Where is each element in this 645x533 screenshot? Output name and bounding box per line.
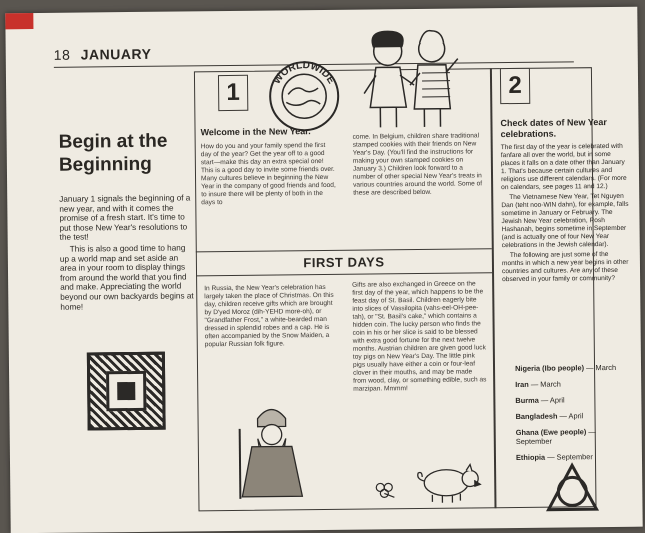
interlaced-triangle-icon [542,459,603,520]
pig-icon [410,460,490,505]
children-illustration-icon [355,25,464,136]
list-item: Bangladesh — April [515,411,584,422]
greece-austria-text: Gifts are also exchanged in Greece on the first day of the year, which happens to be the feast day of St. Basil. Children eagerly bite into slices of Vassilopita (vahs-eel-OH-pee-tah), or "St. Basil's cake," which contains a hidden coin. The lucky person who finds the coin in his or her slice is said to be blessed with extra good fortune for the next twelve months. Austrian children are given good luck toy pigs on New Year's Day. The little pink pigs usually have either a coin or four-leaf clover in their mouths, and may be made from wood, clay, or something edible, such as marzipan. Mmmm! [352,280,487,393]
day-1-box: 1 [218,75,248,111]
day-2-para-2: The Vietnamese New Year, Tet Nguyen Dan (teht noo-WIN dahn), for example, falls sometime in January or February. The Jewish New Year celebration, Rosh Hashanah, begins sometime in September (and is actually one of four New Year celebrations in the Jewish calendar). [501,192,629,250]
quilt-pattern-icon [87,352,166,431]
list-item: Burma — April [515,395,565,406]
list-item: Iran — March [515,379,561,390]
day-1-title: Welcome in the New Year. [200,126,311,138]
page-number: 18 [53,46,71,63]
country-name: Burma [515,395,539,406]
country-name: Ghana (Ewe people) [515,427,587,438]
country-name: Nigeria (Ibo people) [514,363,585,374]
book-page [5,7,642,533]
country-month: September [556,452,593,462]
country-month: March [595,362,617,373]
corner-tab [5,13,33,29]
country-month: April [568,411,584,421]
country-name: Ethiopia [515,452,546,462]
new-year-month-list [515,363,634,469]
country-name: Iran [515,379,529,390]
logo-text: WORLDWIDE [271,60,337,87]
russia-text: In Russia, the New Year's celebration has largely taken the place of Christmas. On this day, children receive gifts which are brought by D'yed Moroz (dih-YEHD more-oh), or "Grandfather Frost," a white-bearded man dressed in splendid robes and a cap. He is often accompanied by the Snow Maiden, a popular Russian folk figure. [204,283,334,349]
list-item: Nigeria (Ibo people) — March [514,362,617,374]
country-month: September [515,436,553,447]
day-2-para-1: The first day of the year is celebrated with fanfare all over the world, but in some places it falls on a date other than January 1. That's because certain cultures and religions use different calendars. (For more on calendars, see pages 11 and 12.) [500,142,627,192]
day-2-para-3: The following are just some of the months in which a new year begins in other countries and cultures. Are any of these observed in your family or community? [501,251,629,284]
left-body [59,193,194,314]
day-1-col2: come. In Belgium, children share traditional stamped cookies with their friends on New Year's Day. (You'll find the instructions for making your own stamped cookies on January 3.) Children look forward to a number of other special New Year's treats in various countries around the world. Some of these are described below. [352,132,483,197]
country-name: Bangladesh [515,411,558,422]
page-header [54,46,152,63]
worldwide-logo-icon [264,56,345,137]
country-month: March [540,379,561,389]
day-1-col1: How do you and your family spend the first day of the year? Get the year off to a good start—make this day an extra special one! This is a good day to invite some friends over. Many cultures believe in beginning the New Year in the company of good friends and food, to insure there will be plenty of both in the days to [200,141,336,207]
left-para-2: This is also a good time to hang up a world map and set aside an area in your room to display things from around the world that you find and make. Appreciating the world beyond our own backyards begins at home! [59,243,194,312]
list-item: Ethiopia — September [515,452,593,462]
left-para-1: January 1 signals the beginning of a new year, and with it comes the promise of a fresh start. It's time to put those New Year's resolutions to the test! [59,193,191,243]
left-title-line1: Begin at the [58,130,168,153]
day-2-box: 2 [500,68,530,104]
list-item: Ghana (Ewe people) — September [515,427,596,447]
left-title-line2: Beginning [58,153,152,176]
day-2-body [501,143,630,286]
day-2-title: Check dates of New Year celebrations. [500,117,607,140]
clover-icon [372,479,402,499]
country-month: April [549,395,565,405]
month-label: JANUARY [80,45,152,63]
first-days-heading: FIRST DAYS [303,254,385,271]
grandfather-frost-icon [221,398,322,509]
left-title [59,129,189,176]
